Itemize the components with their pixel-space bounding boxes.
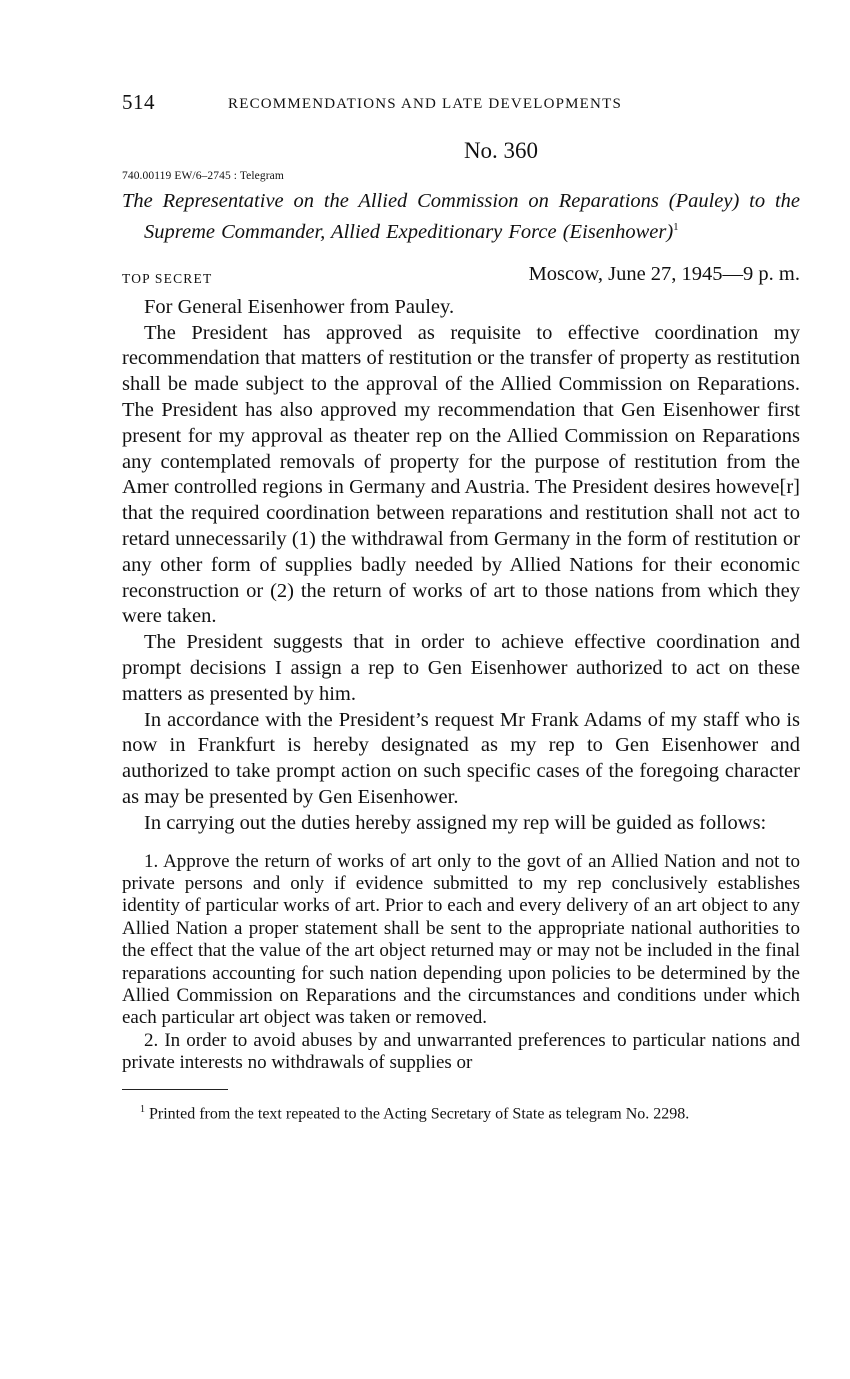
numbered-item: 1. Approve the return of works of art only to the govt of an Allied Nation and not to private persons and only if evidence submitted to my rep conclusively establishes identity of particular works of art. Prior to each and every delivery of an art object to any Allied Nation a proper statement shall be sent to the appropriate national authorities to the effect that the value of the art object returned may or may not be included in the final reparations accounting for such nation depending upon policies to be determined by the Allied Commission on Reparations and the circumstances and conditions under which each particular art object was taken or removed. — [122, 850, 800, 1029]
page-number: 514 — [122, 90, 155, 114]
running-header — [122, 88, 800, 128]
body-paragraph: In accordance with the President’s request Mr Frank Adams of my staff who is now in Frankfurt is hereby designated as my rep to Gen Eisenhower and authorized to take prompt action on such specific cases of the foregoing character as may be presented by Gen Eisenhower. — [122, 708, 800, 808]
footnote — [122, 1100, 800, 1124]
numbered-item: 2. In order to avoid abuses by and unwarranted preferences to particular nations and private interests no withdrawals of supplies or — [122, 1029, 800, 1074]
document-number: No. 360 — [463, 138, 539, 163]
body-paragraph: In carrying out the duties hereby assigned my rep will be guided as follows: — [144, 811, 767, 834]
body-paragraph: The President has approved as requisite to effective coordination my recommendation that matters of restitution or the transfer of property as restitution shall be made subject to the approval of the Allied Commission on Reparations. The President has also approved my recommendation that Gen Eisenhower first present for my approval as theater rep on the Allied Commission on Reparations any contemplated removals of property for the purpose of restitution from the Amer controlled regions in Germany and Austria. The President desires howeve[r] that the required coordination between reparations and restitution shall not act to retard unnecessarily (1) the withdrawal from Germany in the form of restitution or any other form of supplies badly needed by Allied Nations for their economic reconstruction or (2) the return of works of art to those nations from which they were taken. — [122, 321, 800, 628]
document-heading — [122, 188, 800, 245]
footnote-marker: 1 — [140, 1103, 145, 1115]
body-paragraph: The President suggests that in order to achieve effective coordination and prompt decisions I assign a rep to Gen Eisenhower authorized to act on these matters as presented by him. — [122, 631, 800, 705]
file-reference: 740.00119 EW/6–2745 : Telegram — [122, 170, 284, 182]
classification: TOP SECRET — [122, 270, 213, 286]
dateline — [122, 263, 800, 293]
footnote-divider — [122, 1089, 228, 1090]
heading-footnote-marker: 1 — [673, 221, 679, 233]
body-paragraph: For General Eisenhower from Pauley. — [144, 295, 455, 318]
document-page — [122, 88, 800, 1124]
running-title: RECOMMENDATIONS AND LATE DEVELOPMENTS — [228, 96, 622, 112]
footnote-text: Printed from the text repeated to the Acting Secretary of State as telegram No. 2298. — [149, 1104, 690, 1122]
place-date: Moscow, June 27, 1945—9 p. m. — [528, 262, 800, 285]
heading-text: The Representative on the Allied Commission on Reparations (Pauley) to the Supreme Commander, Allied Expeditionary Force (Eisenhower) — [122, 190, 800, 243]
